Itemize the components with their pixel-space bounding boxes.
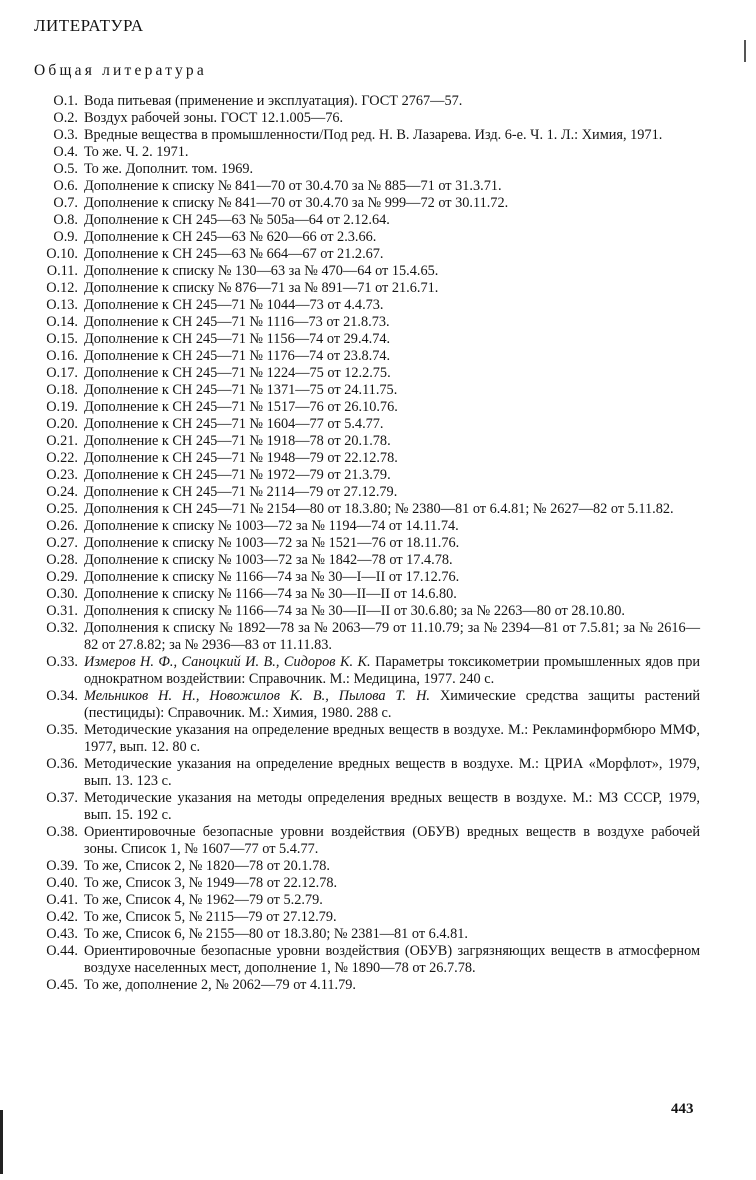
- reference-body: Дополнение к СН 245—71 № 1224—75 от 12.2.75.: [84, 365, 391, 381]
- reference-item: [30, 195, 700, 212]
- reference-text: [84, 280, 700, 297]
- reference-body: Дополнение к списку № 1166—74 за № 30—I—II от 17.12.76.: [84, 569, 460, 585]
- reference-item: [30, 127, 700, 144]
- reference-item: [30, 569, 700, 586]
- reference-body: То же, Список 4, № 1962—79 от 5.2.79.: [84, 892, 323, 908]
- reference-text: [84, 161, 700, 178]
- reference-body: Дополнение к списку № 1003—72 за № 1842—78 от 17.4.78.: [84, 552, 453, 568]
- reference-text: [84, 858, 700, 875]
- reference-number: О.19.: [46, 399, 78, 415]
- reference-body: Дополнение к СН 245—71 № 2114—79 от 27.12.79.: [84, 484, 398, 500]
- reference-text: [84, 450, 700, 467]
- reference-number: О.15.: [46, 331, 78, 347]
- reference-text: [84, 892, 700, 909]
- reference-item: [30, 433, 700, 450]
- reference-body: Ориентировочные безопасные уровни воздействия (ОБУВ) загрязняющих веществ в атмосферном воздухе населенных мест, дополнение 1, № 1890—78 от 26.7.78.: [84, 943, 700, 976]
- reference-text: [84, 586, 700, 603]
- reference-number: О.16.: [46, 348, 78, 364]
- reference-text: [84, 416, 700, 433]
- reference-body: Дополнение к СН 245—63 № 505а—64 от 2.12.64.: [84, 212, 390, 228]
- reference-number: О.5.: [53, 161, 78, 177]
- reference-number: О.35.: [46, 722, 78, 738]
- reference-text: [84, 382, 700, 399]
- reference-text: [84, 433, 700, 450]
- reference-number: О.24.: [46, 484, 78, 500]
- reference-body: Дополнение к списку № 876—71 за № 891—71 от 21.6.71.: [84, 280, 439, 296]
- reference-number: О.9.: [53, 229, 78, 245]
- scan-edge-mark-top: [744, 40, 746, 62]
- reference-text: [84, 365, 700, 382]
- reference-text: [84, 603, 700, 620]
- reference-item: [30, 824, 700, 858]
- reference-number: О.17.: [46, 365, 78, 381]
- reference-number: О.21.: [46, 433, 78, 449]
- reference-item: [30, 93, 700, 110]
- reference-body: Дополнение к СН 245—63 № 664—67 от 21.2.67.: [84, 246, 384, 262]
- reference-body: Вода питьевая (применение и эксплуатация). ГОСТ 2767—57.: [84, 93, 463, 109]
- reference-item: [30, 552, 700, 569]
- reference-text: [84, 552, 700, 569]
- reference-number: О.30.: [46, 586, 78, 602]
- reference-item: [30, 603, 700, 620]
- reference-body: Дополнения к списку № 1166—74 за № 30—II—II от 30.6.80; за № 2263—80 от 28.10.80.: [84, 603, 625, 619]
- reference-text: [84, 484, 700, 501]
- reference-number: О.39.: [46, 858, 78, 874]
- reference-body: Дополнение к СН 245—71 № 1176—74 от 23.8.74.: [84, 348, 391, 364]
- reference-text: [84, 195, 700, 212]
- scan-edge-mark: [0, 1110, 3, 1174]
- reference-number: О.6.: [53, 178, 78, 194]
- reference-item: [30, 178, 700, 195]
- reference-number: О.44.: [46, 943, 78, 959]
- reference-number: О.1.: [53, 93, 78, 109]
- reference-number: О.45.: [46, 977, 78, 993]
- reference-body: Дополнение к СН 245—71 № 1918—78 от 20.1.78.: [84, 433, 391, 449]
- reference-item: [30, 263, 700, 280]
- reference-list: [30, 93, 700, 994]
- reference-item: [30, 909, 700, 926]
- reference-body: Дополнения к СН 245—71 № 2154—80 от 18.3.80; № 2380—81 от 6.4.81; № 2627—82 от 5.11.82.: [84, 501, 674, 517]
- reference-body: То же. Дополнит. том. 1969.: [84, 161, 254, 177]
- reference-body: Дополнение к СН 245—71 № 1156—74 от 29.4.74.: [84, 331, 391, 347]
- reference-text: [84, 943, 700, 977]
- reference-body: Методические указания на методы определения вредных веществ в воздухе. М.: МЗ СССР, 1979, вып. 15. 192 с.: [84, 790, 700, 823]
- reference-item: [30, 926, 700, 943]
- reference-number: О.22.: [46, 450, 78, 466]
- reference-item: [30, 144, 700, 161]
- reference-number: О.38.: [46, 824, 78, 840]
- reference-text: [84, 756, 700, 790]
- page-heading: ЛИТЕРАТУРА: [34, 16, 144, 35]
- reference-number: О.7.: [53, 195, 78, 211]
- reference-body: То же, Список 3, № 1949—78 от 22.12.78.: [84, 875, 338, 891]
- reference-text: [84, 297, 700, 314]
- reference-text: [84, 246, 700, 263]
- reference-number: О.25.: [46, 501, 78, 517]
- reference-item: [30, 450, 700, 467]
- reference-item: [30, 943, 700, 977]
- reference-number: О.28.: [46, 552, 78, 568]
- reference-number: О.20.: [46, 416, 78, 432]
- reference-number: О.34.: [46, 688, 78, 704]
- reference-text: [84, 467, 700, 484]
- reference-body: Методические указания на определение вредных веществ в воздухе. М.: ЦРИА «Морфлот», 1979, вып. 13. 123 с.: [84, 756, 700, 789]
- reference-text: [84, 178, 700, 195]
- reference-text: [84, 977, 700, 994]
- reference-number: О.13.: [46, 297, 78, 313]
- reference-text: [84, 926, 700, 943]
- reference-authors: Измеров Н. Ф., Саноцкий И. В., Сидоров К. К.: [84, 654, 371, 670]
- reference-number: О.2.: [53, 110, 78, 126]
- reference-text: [84, 688, 700, 722]
- reference-item: [30, 654, 700, 688]
- reference-item: [30, 212, 700, 229]
- reference-text: [84, 654, 700, 688]
- reference-item: [30, 756, 700, 790]
- reference-item: [30, 399, 700, 416]
- reference-text: [84, 909, 700, 926]
- reference-number: О.43.: [46, 926, 78, 942]
- reference-item: [30, 858, 700, 875]
- reference-body: Параметры токсикометрии промышленных ядов при однократном воздействии: Справочник. М.: Медицина, 1977. 240 с.: [84, 654, 700, 687]
- reference-text: [84, 535, 700, 552]
- reference-number: О.23.: [46, 467, 78, 483]
- reference-item: [30, 535, 700, 552]
- reference-item: [30, 246, 700, 263]
- reference-item: [30, 875, 700, 892]
- reference-number: О.36.: [46, 756, 78, 772]
- reference-body: Дополнение к списку № 1003—72 за № 1521—76 от 18.11.76.: [84, 535, 460, 551]
- reference-number: О.41.: [46, 892, 78, 908]
- reference-item: [30, 977, 700, 994]
- reference-item: [30, 314, 700, 331]
- reference-text: [84, 875, 700, 892]
- reference-body: Дополнение к СН 245—71 № 1948—79 от 22.12.78.: [84, 450, 398, 466]
- reference-number: О.18.: [46, 382, 78, 398]
- reference-body: Дополнение к списку № 841—70 от 30.4.70 за № 999—72 от 30.11.72.: [84, 195, 509, 211]
- reference-text: [84, 790, 700, 824]
- reference-body: Дополнение к СН 245—71 № 1116—73 от 21.8.73.: [84, 314, 390, 330]
- reference-number: О.10.: [46, 246, 78, 262]
- reference-number: О.42.: [46, 909, 78, 925]
- reference-text: [84, 569, 700, 586]
- reference-body: То же, Список 2, № 1820—78 от 20.1.78.: [84, 858, 330, 874]
- reference-item: [30, 382, 700, 399]
- reference-item: [30, 620, 700, 654]
- reference-text: [84, 110, 700, 127]
- reference-item: [30, 790, 700, 824]
- reference-body: Воздух рабочей зоны. ГОСТ 12.1.005—76.: [84, 110, 344, 126]
- reference-number: О.27.: [46, 535, 78, 551]
- reference-body: Дополнение к СН 245—63 № 620—66 от 2.3.66.: [84, 229, 377, 245]
- reference-body: Дополнение к списку № 841—70 от 30.4.70 за № 885—71 от 31.3.71.: [84, 178, 502, 194]
- reference-text: [84, 722, 700, 756]
- reference-body: Ориентировочные безопасные уровни воздействия (ОБУВ) вредных веществ в воздухе рабочей зоны. Список 1, № 1607—77 от 5.4.77.: [84, 824, 700, 857]
- reference-body: То же. Ч. 2. 1971.: [84, 144, 189, 160]
- reference-authors: Мельников Н. Н., Новожилов К. В., Пылова Т. Н.: [84, 688, 430, 704]
- reference-number: О.32.: [46, 620, 78, 636]
- reference-body: То же, Список 6, № 2155—80 от 18.3.80; № 2381—81 от 6.4.81.: [84, 926, 468, 942]
- reference-body: Дополнение к СН 245—71 № 1371—75 от 24.11.75.: [84, 382, 398, 398]
- reference-number: О.33.: [46, 654, 78, 670]
- reference-number: О.11.: [46, 263, 78, 279]
- reference-text: [84, 144, 700, 161]
- reference-number: О.37.: [46, 790, 78, 806]
- reference-number: О.4.: [53, 144, 78, 160]
- reference-item: [30, 229, 700, 246]
- reference-body: Химические средства защиты растений (пестициды): Справочник. М.: Химия, 1980. 288 с.: [84, 688, 700, 721]
- reference-item: [30, 586, 700, 603]
- reference-item: [30, 348, 700, 365]
- reference-body: Дополнение к списку № 1003—72 за № 1194—74 от 14.11.74.: [84, 518, 459, 534]
- reference-item: [30, 518, 700, 535]
- reference-item: [30, 365, 700, 382]
- reference-body: Вредные вещества в промышленности/Под ред. Н. В. Лазарева. Изд. 6-е. Ч. 1. Л.: Химия, 1971.: [84, 127, 663, 143]
- reference-item: [30, 688, 700, 722]
- reference-body: Дополнения к списку № 1892—78 за № 2063—79 от 11.10.79; за № 2394—81 от 7.5.81; за № 2616—82 от 27.8.82; за № 2936—83 от 11.11.83.: [84, 620, 700, 653]
- reference-body: Методические указания на определение вредных веществ в воздухе. М.: Рекламинформбюро ММФ, 1977, вып. 12. 80 с.: [84, 722, 700, 755]
- reference-text: [84, 229, 700, 246]
- reference-item: [30, 280, 700, 297]
- reference-body: Дополнение к списку № 130—63 за № 470—64 от 15.4.65.: [84, 263, 439, 279]
- reference-text: [84, 501, 700, 518]
- reference-item: [30, 110, 700, 127]
- reference-item: [30, 161, 700, 178]
- section-heading: Общая литература: [34, 62, 207, 79]
- reference-body: Дополнение к СН 245—71 № 1972—79 от 21.3.79.: [84, 467, 391, 483]
- reference-number: О.14.: [46, 314, 78, 330]
- reference-text: [84, 331, 700, 348]
- reference-text: [84, 212, 700, 229]
- reference-text: [84, 314, 700, 331]
- reference-number: О.31.: [46, 603, 78, 619]
- reference-text: [84, 399, 700, 416]
- reference-item: [30, 722, 700, 756]
- reference-text: [84, 127, 700, 144]
- reference-body: То же, дополнение 2, № 2062—79 от 4.11.79.: [84, 977, 356, 993]
- reference-text: [84, 824, 700, 858]
- reference-item: [30, 501, 700, 518]
- reference-number: О.3.: [53, 127, 78, 143]
- reference-body: То же, Список 5, № 2115—79 от 27.12.79.: [84, 909, 337, 925]
- reference-body: Дополнение к списку № 1166—74 за № 30—II—II от 14.6.80.: [84, 586, 457, 602]
- reference-number: О.29.: [46, 569, 78, 585]
- reference-text: [84, 263, 700, 280]
- reference-number: О.8.: [53, 212, 78, 228]
- reference-item: [30, 416, 700, 433]
- reference-body: Дополнение к СН 245—71 № 1044—73 от 4.4.73.: [84, 297, 384, 313]
- reference-item: [30, 297, 700, 314]
- reference-item: [30, 892, 700, 909]
- reference-text: [84, 348, 700, 365]
- page-number: 443: [671, 1101, 694, 1117]
- reference-item: [30, 467, 700, 484]
- reference-number: О.26.: [46, 518, 78, 534]
- reference-text: [84, 93, 700, 110]
- reference-item: [30, 484, 700, 501]
- reference-number: О.12.: [46, 280, 78, 296]
- reference-text: [84, 518, 700, 535]
- reference-body: Дополнение к СН 245—71 № 1604—77 от 5.4.77.: [84, 416, 384, 432]
- reference-number: О.40.: [46, 875, 78, 891]
- reference-item: [30, 331, 700, 348]
- reference-body: Дополнение к СН 245—71 № 1517—76 от 26.10.76.: [84, 399, 398, 415]
- reference-text: [84, 620, 700, 654]
